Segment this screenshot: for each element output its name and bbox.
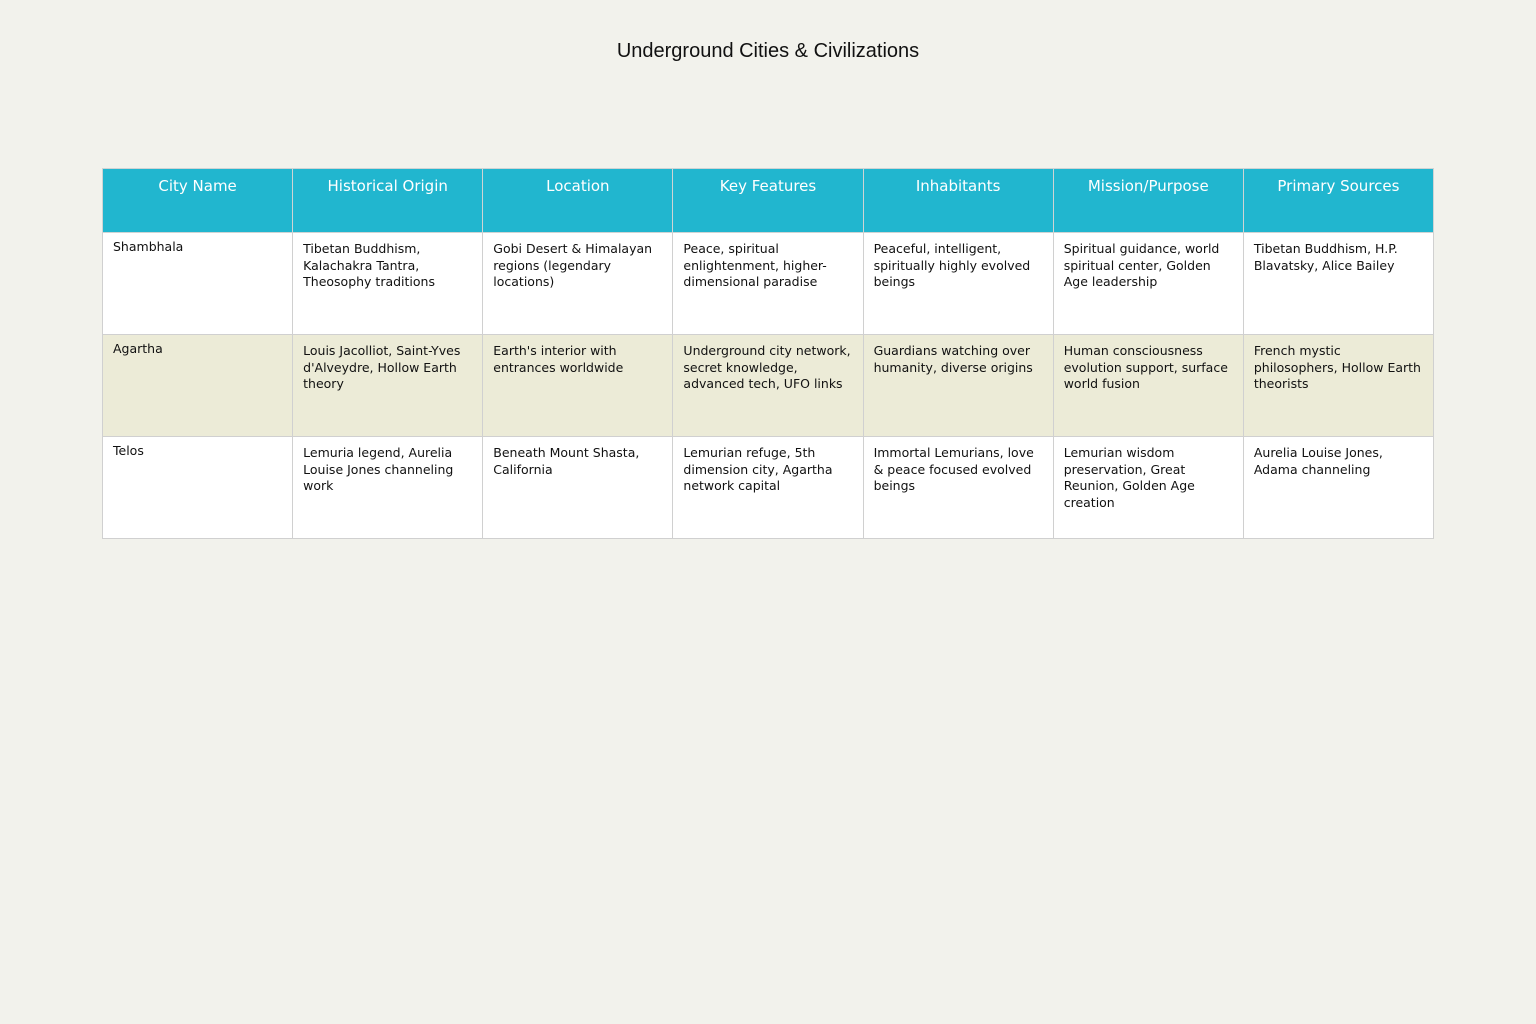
table-cell: Lemurian wisdom preservation, Great Reunion, Golden Age creation [1053,437,1243,539]
table-cell: Beneath Mount Shasta, California [483,437,673,539]
table-row [103,437,1434,539]
table-cell: Immortal Lemurians, love & peace focused evolved beings [863,437,1053,539]
data-table [102,168,1434,539]
column-header: City Name [103,169,293,233]
table-cell: Lemuria legend, Aurelia Louise Jones channeling work [293,437,483,539]
table-cell: Aurelia Louise Jones, Adama channeling [1243,437,1433,539]
column-header: Mission/Purpose [1053,169,1243,233]
table-cell: Guardians watching over humanity, diverse origins [863,335,1053,437]
table-cell: Gobi Desert & Himalayan regions (legendary locations) [483,233,673,335]
table-cell: Earth's interior with entrances worldwide [483,335,673,437]
table-row [103,335,1434,437]
table-cell: Spiritual guidance, world spiritual center, Golden Age leadership [1053,233,1243,335]
column-header: Location [483,169,673,233]
table-cell: Underground city network, secret knowledge, advanced tech, UFO links [673,335,863,437]
table-row [103,233,1434,335]
column-header: Historical Origin [293,169,483,233]
table-cell: Telos [103,437,293,539]
column-header: Primary Sources [1243,169,1433,233]
table-cell: Human consciousness evolution support, surface world fusion [1053,335,1243,437]
table-cell: Louis Jacolliot, Saint-Yves d'Alveydre, Hollow Earth theory [293,335,483,437]
table-cell: Peace, spiritual enlightenment, higher-dimensional paradise [673,233,863,335]
table-cell: Peaceful, intelligent, spiritually highly evolved beings [863,233,1053,335]
table-cell: Lemurian refuge, 5th dimension city, Agartha network capital [673,437,863,539]
table-cell: Tibetan Buddhism, Kalachakra Tantra, Theosophy traditions [293,233,483,335]
header-row [103,169,1434,233]
table-cell: Agartha [103,335,293,437]
column-header: Inhabitants [863,169,1053,233]
table-cell: Tibetan Buddhism, H.P. Blavatsky, Alice Bailey [1243,233,1433,335]
table-cell: French mystic philosophers, Hollow Earth theorists [1243,335,1433,437]
table-cell: Shambhala [103,233,293,335]
chart-title: Underground Cities & Civilizations [616,40,920,62]
column-header: Key Features [673,169,863,233]
